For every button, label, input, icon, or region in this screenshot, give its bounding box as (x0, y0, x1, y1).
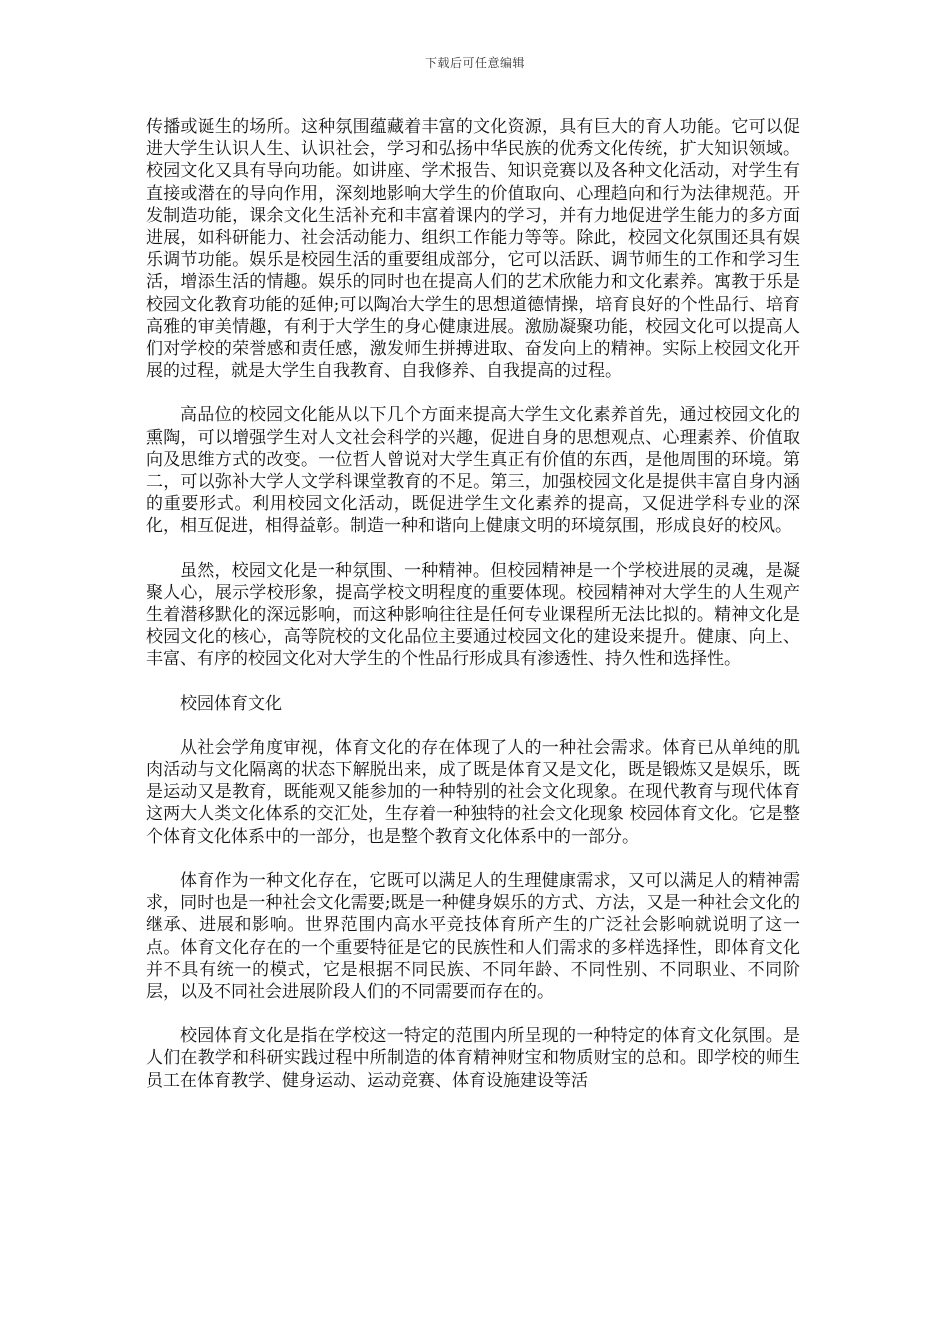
paragraph-2: 高品位的校园文化能从以下几个方面来提高大学生文化素养首先，通过校园文化的熏陶，可以增强学生对人文社会科学的兴趣，促进自身的思想观点、心理素养、价值取向及思维方式的改变。一位哲人曾说对大学生真正有价值的东西，是他周围的环境。第二，可以弥补大学人文学科课堂教育的不足。第三，加强校园文化是提供丰富自身内涵的重要形式。利用校园文化活动，既促进学生文化素养的提高，又促进学科专业的深化，相互促进，相得益彰。制造一种和谐向上健康文明的环境氛围，形成良好的校风。 (146, 405, 800, 537)
paragraph-3: 虽然，校园文化是一种氛围、一种精神。但校园精神是一个学校进展的灵魂，是凝聚人心，展示学校形象，提高学校文明程度的重要体现。校园精神对大学生的人生观产生着潜移默化的深远影响，而这种影响往往是任何专业课程所无法比拟的。精神文化是校园文化的核心，高等院校的文化品位主要通过校园文化的建设来提升。健康、向上、丰富、有序的校园文化对大学生的个性品行形成具有渗透性、持久性和选择性。 (146, 560, 800, 670)
paragraph-5: 体育作为一种文化存在，它既可以满足人的生理健康需求，又可以满足人的精神需求，同时也是一种社会文化需要;既是一种健身娱乐的方式、方法，又是一种社会文化的继承、进展和影响。世界范围内高水平竞技体育所产生的广泛社会影响就说明了这一点。体育文化存在的一个重要特征是它的民族性和人们需求的多样选择性，即体育文化并不具有统一的模式，它是根据不同民族、不同年龄、不同性别、不同职业、不同阶层，以及不同社会进展阶段人们的不同需要而存在的。 (146, 870, 800, 1002)
paragraph-6: 校园体育文化是指在学校这一特定的范围内所呈现的一种特定的体育文化氛围。是人们在教学和科研实践过程中所制造的体育精神财宝和物质财宝的总和。即学校的师生员工在体育教学、健身运动、运动竞赛、体育设施建设等活 (146, 1026, 800, 1091)
section-heading: 校园体育文化 (180, 693, 282, 714)
paragraph-4: 从社会学角度审视，体育文化的存在体现了人的一种社会需求。体育已从单纯的肌肉活动与文化隔离的状态下解脱出来，成了既是体育又是文化，既是锻炼又是娱乐，既是运动又是教育，既能观又能参加的一种特别的社会文化现象。在现代教育与现代体育这两大人类文化体系的交汇处，生存着一种独特的社会文化现象 校园体育文化。它是整个体育文化体系中的一部分，也是整个教育文化体系中的一部分。 (146, 737, 800, 847)
paragraph-1: 传播或诞生的场所。这种氛围蕴藏着丰富的文化资源，具有巨大的育人功能。它可以促进大学生认识人生、认识社会，学习和弘扬中华民族的优秀文化传统，扩大知识领域。校园文化又具有导向功能。如讲座、学术报告、知识竞赛以及各种文化活动，对学生有直接或潜在的导向作用，深刻地影响大学生的价值取向、心理趋向和行为法律规范。开发制造功能，课余文化生活补充和丰富着课内的学习，并有力地促进学生能力的多方面进展，如科研能力、社会活动能力、组织工作能力等等。除此，校园文化氛围还具有娱乐调节功能。娱乐是校园生活的重要组成部分，它可以活跃、调节师生的工作和学习生活，增添生活的情趣。娱乐的同时也在提高人们的艺术欣能力和文化素养。寓教于乐是校园文化教育功能的延伸;可以陶冶大学生的思想道德情操，培育良好的个性品行、培育高雅的审美情趣，有利于大学生的身心健康进展。激励凝聚功能，校园文化可以提高人们对学校的荣誉感和责任感，激发师生拼搏进取、奋发向上的精神。实际上校园文化开展的过程，就是大学生自我教育、自我修养、自我提高的过程。 (146, 117, 800, 382)
page-header: 下载后可任意编辑 (424, 56, 525, 70)
document-body (146, 116, 800, 1114)
